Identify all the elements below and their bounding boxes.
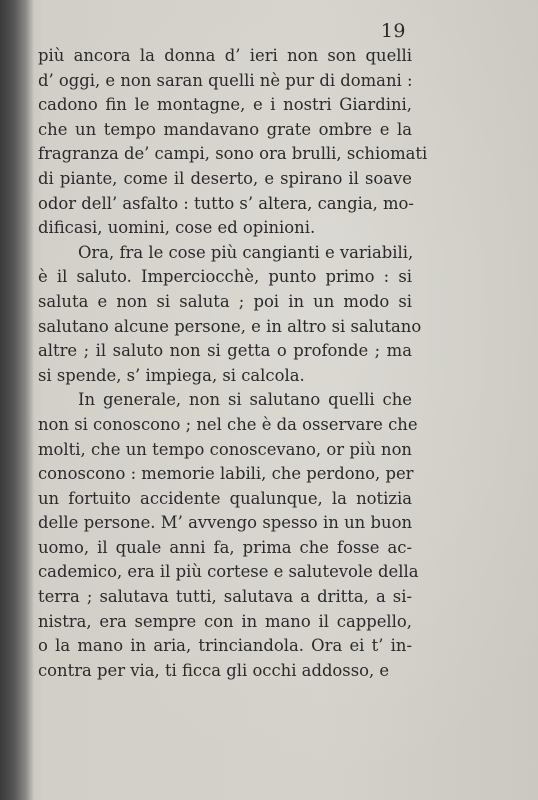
paragraph — [38, 44, 428, 241]
paragraph — [38, 388, 419, 683]
text-line: fragranza de’ campi, sono ora brulli, schiomati — [38, 144, 428, 164]
page-number: 19 — [380, 20, 406, 42]
text-line: salutano alcune persone, e in altro si salutano — [38, 316, 422, 336]
text-line: terra ; salutava tutti, salutava a dritta, a si- — [38, 587, 412, 607]
text-line: nistra, era sempre con in mano il cappello, — [38, 611, 412, 631]
book-binding-shadow — [0, 0, 34, 800]
text-line: delle persone. M’ avvengo spesso in un buon — [38, 513, 412, 533]
text-line: In generale, non si salutano quelli che — [78, 390, 412, 410]
text-line: uomo, il quale anni fa, prima che fosse ac- — [38, 537, 412, 557]
text-line: o la mano in aria, trinciandola. Ora ei t’ in- — [38, 636, 412, 656]
text-line: odor dell’ asfalto : tutto s’ altera, cangia, mo- — [38, 193, 414, 213]
paragraph — [38, 241, 422, 389]
text-line: di piante, come il deserto, e spirano il soave — [38, 168, 412, 188]
text-line: si spende, s’ impiega, si calcola. — [38, 365, 305, 385]
text-line: Ora, fra le cose più cangianti e variabili, — [78, 242, 414, 262]
text-line: è il saluto. Imperciocchè, punto primo : si — [38, 267, 412, 287]
text-line: che un tempo mandavano grate ombre e la — [38, 119, 412, 139]
text-line: saluta e non si saluta ; poi in un modo si — [38, 291, 412, 311]
text-line: più ancora la donna d’ ieri non son quelli — [38, 46, 412, 65]
page-body-text — [38, 44, 428, 683]
text-line: conoscono : memorie labili, che perdono, per — [38, 464, 414, 484]
text-line: contra per via, ti ficca gli occhi addosso, e — [38, 660, 390, 680]
text-line: non si conoscono ; nel che è da osservare che — [38, 414, 418, 434]
text-line: dificasi, uomini, cose ed opinioni. — [38, 218, 316, 238]
text-line: un fortuito accidente qualunque, la notizia — [38, 488, 412, 508]
text-line: altre ; il saluto non si getta o profonde ; ma — [38, 341, 412, 361]
text-line: cadono fin le montagne, e i nostri Giardini, — [38, 95, 412, 115]
text-line: cademico, era il più cortese e salutevole della — [38, 562, 419, 582]
text-line: d’ oggi, e non saran quelli nè pur di domani : — [38, 70, 413, 90]
text-line: molti, che un tempo conoscevano, or più non — [38, 439, 412, 459]
